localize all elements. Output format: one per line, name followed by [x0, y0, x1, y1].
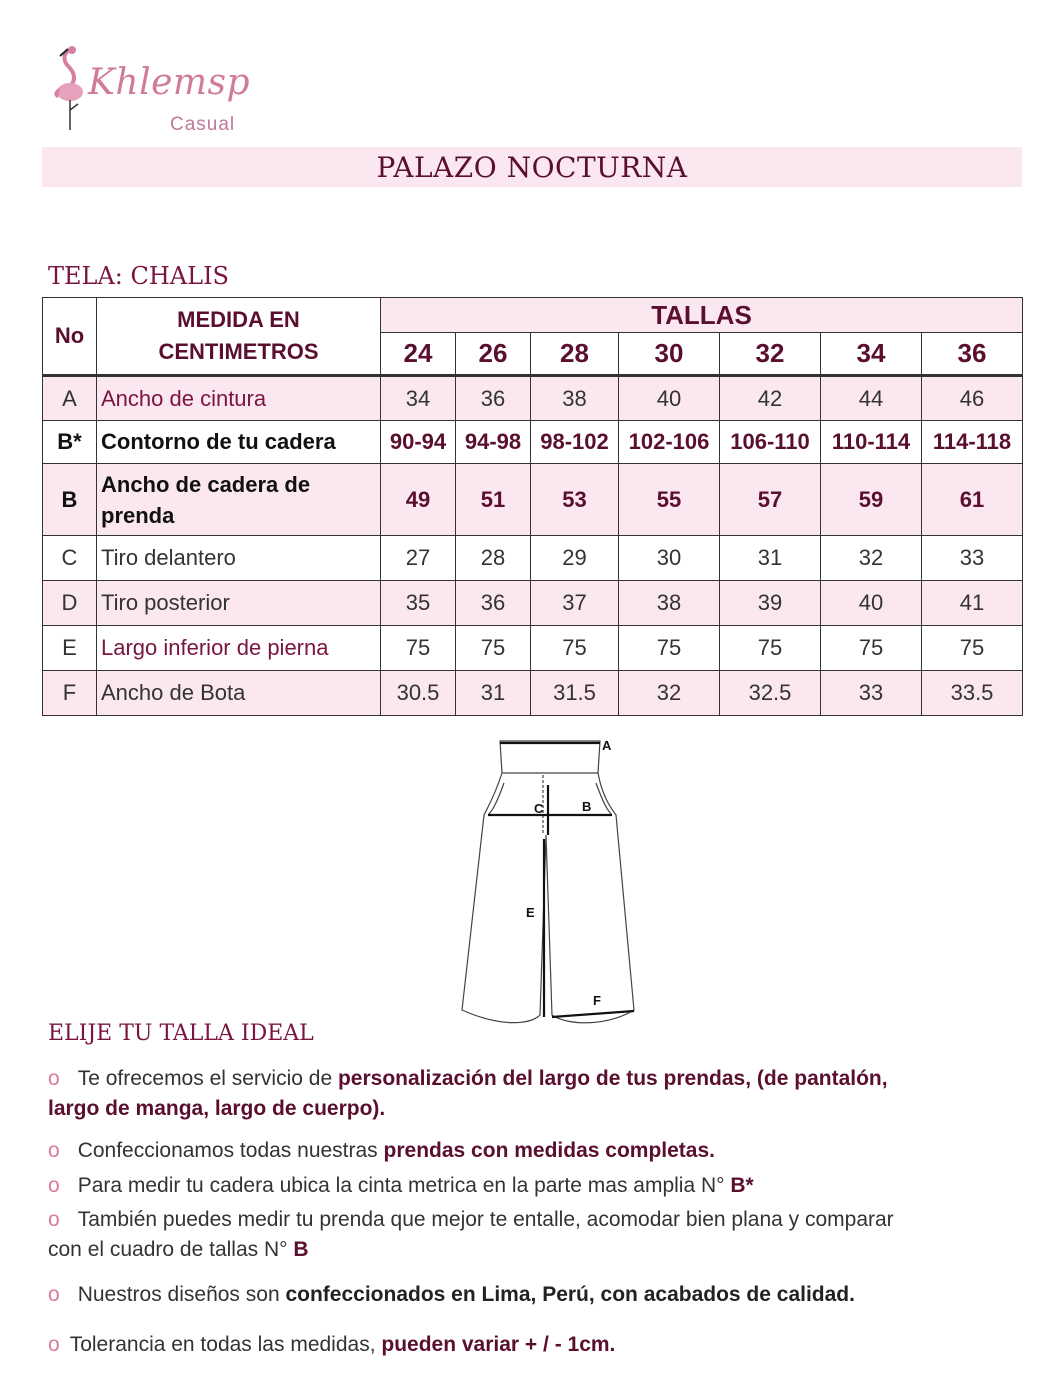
- tip-bold: B: [293, 1238, 309, 1261]
- tip-bold-2: largo de manga, largo de cuerpo).: [48, 1097, 386, 1120]
- tip-plain: Nuestros diseños son: [77, 1283, 286, 1306]
- row-label: [97, 464, 381, 536]
- cell-value: 40: [619, 376, 720, 421]
- row-code: A: [43, 376, 97, 421]
- label-a: A: [602, 738, 612, 753]
- cell-value: 38: [619, 581, 720, 626]
- header-medida-line2: CENTIMETROS: [158, 339, 319, 364]
- cell-value: 49: [381, 464, 456, 536]
- size-header: 36: [922, 333, 1023, 376]
- cell-value: 35: [381, 581, 456, 626]
- label-e: E: [526, 905, 535, 920]
- row-label-line2: prenda: [101, 502, 175, 528]
- cell-value: 31: [720, 536, 821, 581]
- cell-value: 98-102: [531, 421, 619, 464]
- cell-value: 53: [531, 464, 619, 536]
- cell-value: 36: [456, 581, 531, 626]
- cell-value: 31: [456, 671, 531, 716]
- table-row: [43, 376, 1023, 421]
- bullet-icon: o: [48, 1208, 60, 1231]
- cell-value: 33.5: [922, 671, 1023, 716]
- row-label: Tiro posterior: [97, 581, 381, 626]
- list-item: [48, 1280, 1018, 1310]
- cell-value: 31.5: [531, 671, 619, 716]
- size-header: 32: [720, 333, 821, 376]
- list-item: [48, 1330, 1018, 1360]
- title-band: [42, 147, 1022, 187]
- cell-value: 51: [456, 464, 531, 536]
- cell-value: 114-118: [922, 421, 1023, 464]
- bullet-icon: o: [48, 1174, 60, 1197]
- tip-bold: prendas con medidas completas.: [383, 1139, 715, 1162]
- cell-value: 44: [821, 376, 922, 421]
- cell-value: 34: [381, 376, 456, 421]
- pocket-right: [596, 783, 612, 815]
- cell-value: 40: [821, 581, 922, 626]
- tip-bold: B*: [730, 1174, 754, 1197]
- cell-value: 90-94: [381, 421, 456, 464]
- tip-plain: También puedes medir tu prenda que mejor te entalle, acomodar bien plana y comparar: [77, 1208, 894, 1231]
- row-label: Contorno de tu cadera: [97, 421, 381, 464]
- cell-value: 27: [381, 536, 456, 581]
- tip-bold: confeccionados en Lima, Perú, con acabados de calidad.: [285, 1283, 855, 1306]
- page-title: PALAZO NOCTURNA: [376, 150, 688, 184]
- tip-plain: Tolerancia en todas las medidas,: [69, 1333, 382, 1356]
- label-c: C: [534, 801, 544, 816]
- list-item: [48, 1171, 1018, 1201]
- table-row: [43, 536, 1023, 581]
- ideal-title: ELIJE TU TALLA IDEAL: [48, 1021, 314, 1046]
- row-label: [97, 376, 381, 421]
- cell-value: 75: [619, 626, 720, 671]
- header-tallas: TALLAS: [381, 298, 1023, 333]
- cell-value: 37: [531, 581, 619, 626]
- cell-value: 59: [821, 464, 922, 536]
- cell-value: 33: [922, 536, 1023, 581]
- pants-diagram: [440, 735, 640, 1030]
- row-code: C: [43, 536, 97, 581]
- size-header: 24: [381, 333, 456, 376]
- tip-bold: personalización del largo de tus prendas, (de pantalón,: [337, 1067, 888, 1090]
- brand-name: Khlemsp: [88, 62, 251, 103]
- row-code: F: [43, 671, 97, 716]
- bullet-icon: o: [48, 1283, 60, 1306]
- fabric-label: TELA: CHALIS: [48, 262, 229, 290]
- bullet-icon: o: [48, 1139, 60, 1162]
- cell-value: 30.5: [381, 671, 456, 716]
- cell-value: 41: [922, 581, 1023, 626]
- row-code: D: [43, 581, 97, 626]
- cell-value: 33: [821, 671, 922, 716]
- cell-value: 46: [922, 376, 1023, 421]
- bullet-icon: o: [48, 1333, 60, 1356]
- header-no: No: [43, 298, 97, 376]
- size-header: 28: [531, 333, 619, 376]
- cell-value: 75: [720, 626, 821, 671]
- pocket-left: [488, 783, 504, 815]
- table-row: [43, 671, 1023, 716]
- cell-value: 29: [531, 536, 619, 581]
- row-label: Ancho de Bota: [97, 671, 381, 716]
- size-header: 30: [619, 333, 720, 376]
- cell-value: 61: [922, 464, 1023, 536]
- flamingo-icon: [50, 44, 90, 134]
- cell-value: 75: [821, 626, 922, 671]
- cell-value: 75: [531, 626, 619, 671]
- table-row: [43, 464, 1023, 536]
- tip-plain-2: con el cuadro de tallas N°: [48, 1238, 294, 1261]
- table-row: [43, 421, 1023, 464]
- cell-value: 94-98: [456, 421, 531, 464]
- cell-value: 55: [619, 464, 720, 536]
- list-item: [48, 1064, 1018, 1124]
- row-label-text: Ancho de cintura: [101, 385, 267, 411]
- row-label: Tiro delantero: [97, 536, 381, 581]
- table-row: [43, 626, 1023, 671]
- bullet-icon: o: [48, 1067, 60, 1090]
- cell-value: 75: [922, 626, 1023, 671]
- table-row: [43, 581, 1023, 626]
- brand-sub: Casual: [170, 114, 236, 135]
- cell-value: 102-106: [619, 421, 720, 464]
- list-item: [48, 1136, 1018, 1166]
- cell-value: 57: [720, 464, 821, 536]
- cell-value: 75: [381, 626, 456, 671]
- row-label-text: Largo inferior de pierna: [101, 635, 329, 660]
- cell-value: 32: [619, 671, 720, 716]
- label-f: F: [593, 993, 601, 1008]
- brand-logo: [50, 44, 260, 139]
- size-header: 34: [821, 333, 922, 376]
- cell-value: 38: [531, 376, 619, 421]
- cell-value: 32.5: [720, 671, 821, 716]
- header-medida: [97, 298, 381, 376]
- cell-value: 110-114: [821, 421, 922, 464]
- row-code: B: [43, 464, 97, 536]
- size-header: 26: [456, 333, 531, 376]
- tip-plain: Te ofrecemos el servicio de: [77, 1067, 338, 1090]
- row-code: E: [43, 626, 97, 671]
- cell-value: 32: [821, 536, 922, 581]
- size-table: [42, 297, 1023, 716]
- tip-bold: pueden variar + / - 1cm.: [381, 1333, 616, 1356]
- row-code: B*: [43, 421, 97, 464]
- row-label-line1: Ancho de cadera de: [101, 471, 311, 497]
- tip-plain: Para medir tu cadera ubica la cinta metrica en la parte mas amplia N°: [77, 1174, 731, 1197]
- list-item: [48, 1205, 1018, 1265]
- cell-value: 75: [456, 626, 531, 671]
- row-label: [97, 626, 381, 671]
- cell-value: 42: [720, 376, 821, 421]
- tip-plain: Confeccionamos todas nuestras: [77, 1139, 384, 1162]
- header-medida-line1: MEDIDA EN: [177, 307, 300, 332]
- cell-value: 39: [720, 581, 821, 626]
- cell-value: 106-110: [720, 421, 821, 464]
- waistband: [500, 741, 600, 773]
- cell-value: 36: [456, 376, 531, 421]
- cell-value: 28: [456, 536, 531, 581]
- cell-value: 30: [619, 536, 720, 581]
- label-b: B: [582, 799, 592, 814]
